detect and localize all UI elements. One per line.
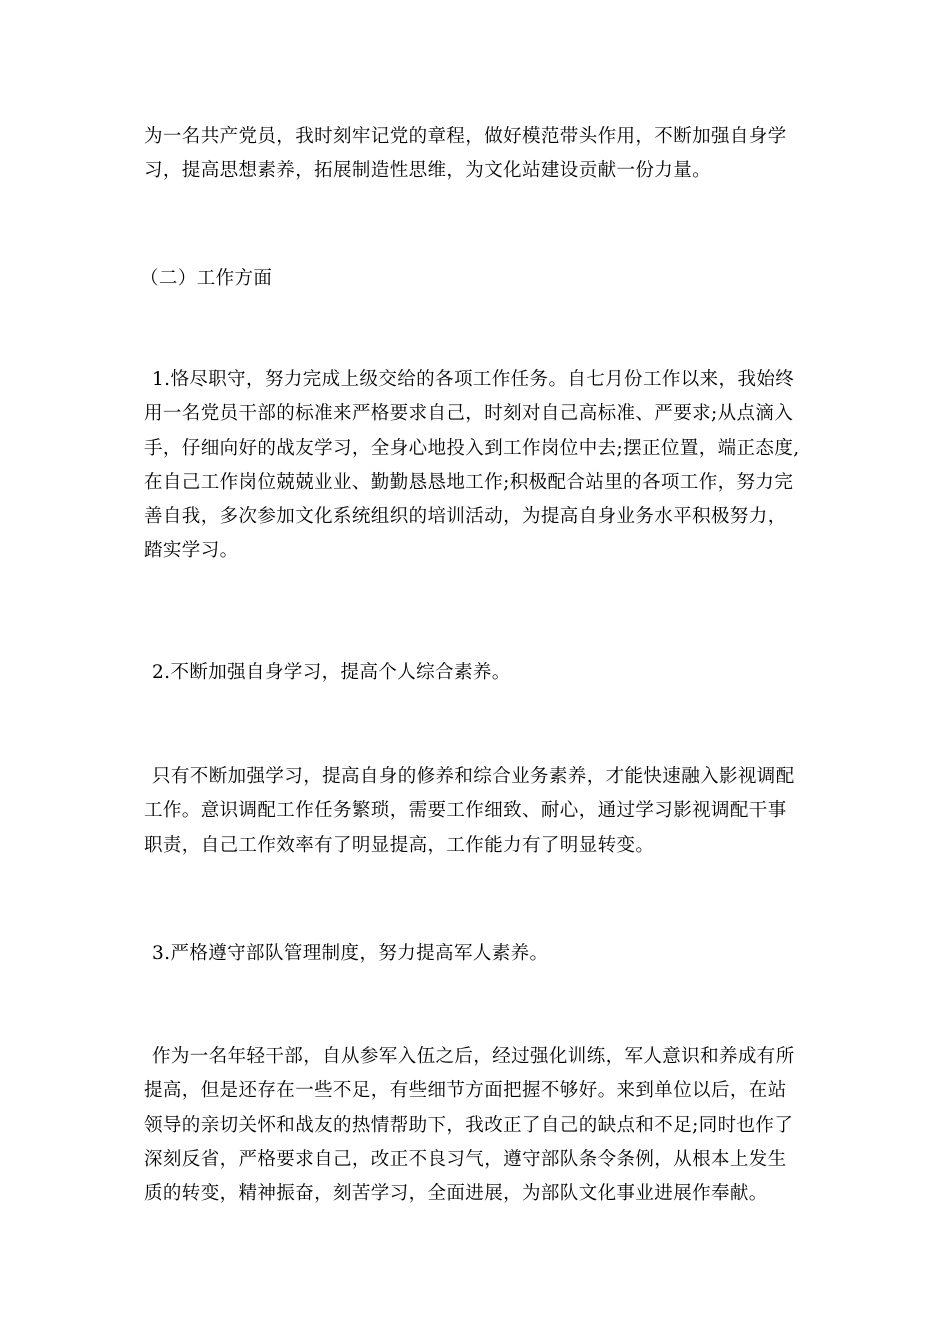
text-line: 习，提高思想素养，拓展制造性思维，为文化站建设贡献一份力量。 (144, 160, 712, 182)
text-line: 踏实学习。 (144, 540, 239, 562)
text-line: 3.严格遵守部队管理制度，努力提高军人素养。 (152, 943, 549, 964)
text-line: 在自己工作岗位兢兢业业、勤勤恳恳地工作;积极配合站里的各项工作，努力完 (144, 471, 794, 493)
text-line: 职责，自己工作效率有了明显提高，工作能力有了明显转变。 (144, 834, 655, 856)
text-line: 2.不断加强自身学习，提高个人综合素养。 (152, 662, 511, 683)
text-line: （二）工作方面 (140, 268, 273, 289)
text-line: 提高，但是还存在一些不足，有些细节方面把握不够好。来到单位以后，在站 (144, 1080, 787, 1102)
item-3-paragraph (144, 1040, 824, 1211)
item-2-heading (144, 656, 824, 690)
text-line: 用一名党员干部的标准来严格要求自己，时刻对自己高标准、严要求;从点滴入 (144, 403, 794, 425)
item-3-heading (144, 937, 824, 971)
party-member-paragraph (144, 120, 824, 189)
text-line: 手，仔细向好的战友学习，全身心地投入到工作岗位中去;摆正位置，端正态度, (144, 437, 800, 459)
text-line: 善自我，多次参加文化系统组织的培训活动，为提高自身业务水平积极努力， (144, 506, 787, 528)
text-line: 为一名共产党员，我时刻牢记党的章程，做好模范带头作用，不断加强自身学 (144, 126, 787, 147)
text-line: 只有不断加强学习，提高自身的修养和综合业务素养，才能快速融入影视调配 (152, 766, 795, 787)
text-line: 工作。意识调配工作任务繁琐，需要工作细致、耐心，通过学习影视调配干事 (144, 800, 787, 822)
text-line: 1.恪尽职守，努力完成上级交给的各项工作任务。自七月份工作以来，我始终 (152, 369, 795, 390)
section-heading (140, 262, 820, 296)
item-1-paragraph (144, 363, 824, 569)
text-line: 作为一名年轻干部，自从参军入伍之后，经过强化训练，军人意识和养成有所 (152, 1046, 795, 1067)
text-line: 深刻反省，严格要求自己，改正不良习气，遵守部队条令条例，从根本上发生 (144, 1148, 787, 1170)
item-2-paragraph (144, 760, 824, 863)
text-line: 质的转变，精神振奋，刻苦学习，全面进展，为部队文化事业进展作奉献。 (144, 1183, 768, 1205)
text-line: 领导的亲切关怀和战友的热情帮助下，我改正了自己的缺点和不足;同时也作了 (144, 1114, 794, 1136)
